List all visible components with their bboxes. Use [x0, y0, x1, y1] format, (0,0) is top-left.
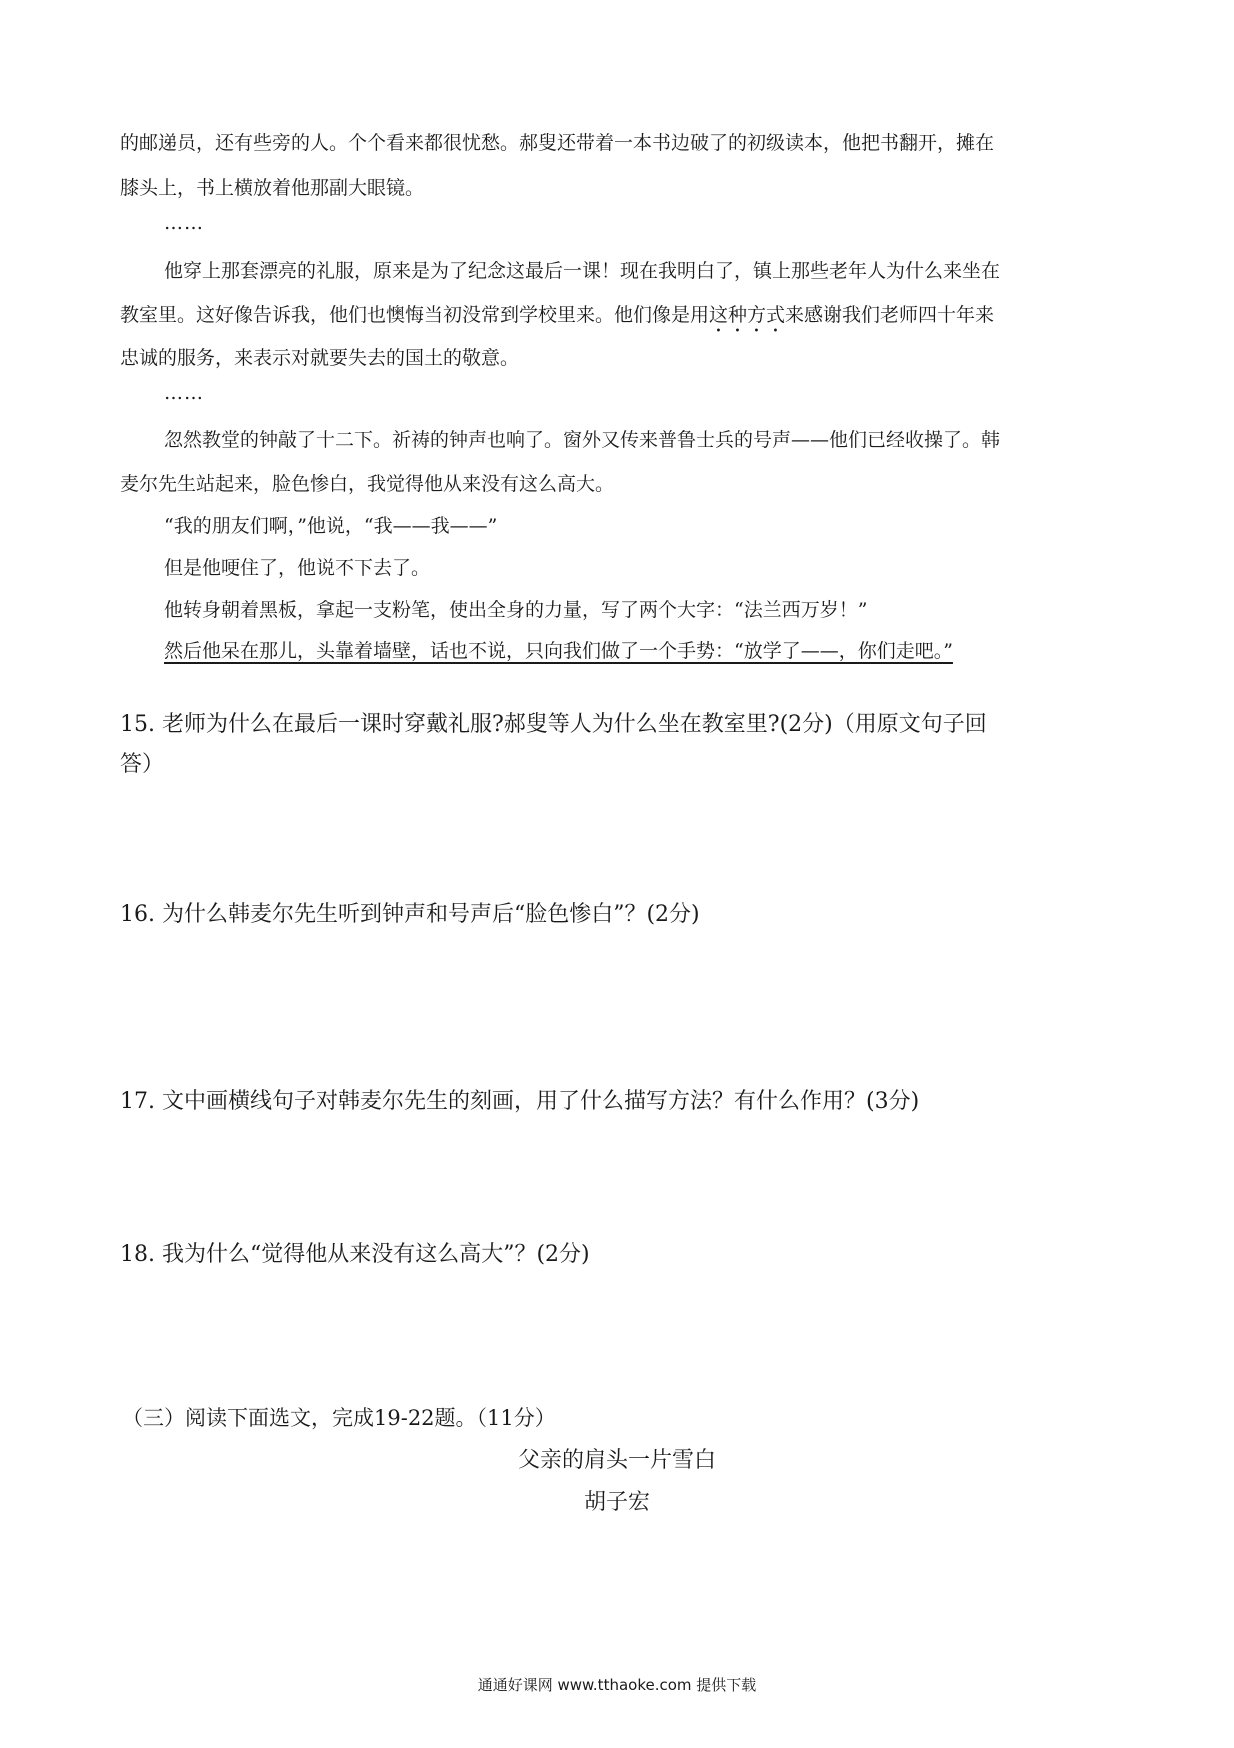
passage-line: 的邮递员，还有些旁的人。个个看来都很忧愁。郝叟还带着一本书边破了的初级读本，他把书翻开，摊在 — [120, 132, 995, 154]
passage-line: 他转身朝着黑板，拿起一支粉笔，使出全身的力量，写了两个大字：“法兰西万岁！” — [164, 599, 868, 621]
passage-line: 忠诚的服务，来表示对就要失去的国土的敬意。 — [120, 347, 520, 369]
section-heading: （三）阅读下面选文，完成19-22题。（11分） — [122, 1406, 556, 1430]
underlined-text: 然后他呆在那儿，头靠着墙壁，话也不说，只向我们做了一个手势：“放学了——，你们走吧。” — [164, 640, 953, 662]
passage-line: 但是他哽住了，他说不下去了。 — [164, 557, 431, 579]
passage-ellipsis: …… — [164, 212, 204, 234]
question-18: 18. 我为什么“觉得他从来没有这么高大”？(2分) — [120, 1242, 590, 1267]
passage-line: 膝头上，书上横放着他那副大眼镜。 — [120, 177, 425, 199]
passage-text: 来感谢我们老师四十年来 — [785, 304, 995, 326]
passage-line: 他穿上那套漂亮的礼服，原来是为了纪念这最后一课！现在我明白了，镇上那些老年人为什么来坐在 — [164, 260, 1001, 282]
article-title: 父亲的肩头一片雪白 — [517, 1448, 716, 1473]
question-15-continued: 答） — [120, 752, 165, 777]
article-author: 胡子宏 — [583, 1490, 650, 1515]
passage-line: 麦尔先生站起来，脸色惨白，我觉得他从来没有这么高大。 — [120, 473, 615, 495]
page-footer: 通通好课网 www.tthaoke.com 提供下载 — [477, 1676, 757, 1694]
passage-line: 忽然教堂的钟敲了十二下。祈祷的钟声也响了。窗外又传来普鲁士兵的号声——他们已经收操了。韩 — [164, 429, 1001, 451]
underlined-sentence — [120, 636, 953, 663]
passage-text: 教室里。这好像告诉我，他们也懊悔当初没常到学校里来。他们像是用 — [120, 304, 710, 326]
question-17: 17. 文中画横线句子对韩麦尔先生的刻画，用了什么描写方法？有什么作用？(3分) — [120, 1089, 920, 1114]
passage-line — [120, 300, 994, 337]
question-15: 15. 老师为什么在最后一课时穿戴礼服?郝叟等人为什么坐在教室里?(2分)（用原文句子回 — [120, 712, 987, 737]
emphasized-phrase: 这种方式 — [709, 304, 786, 326]
question-16: 16. 为什么韩麦尔先生听到钟声和号声后“脸色惨白”？(2分) — [120, 902, 700, 927]
passage-ellipsis: …… — [164, 382, 204, 404]
passage-line: “我的朋友们啊，”他说，“我——我——” — [164, 515, 498, 537]
